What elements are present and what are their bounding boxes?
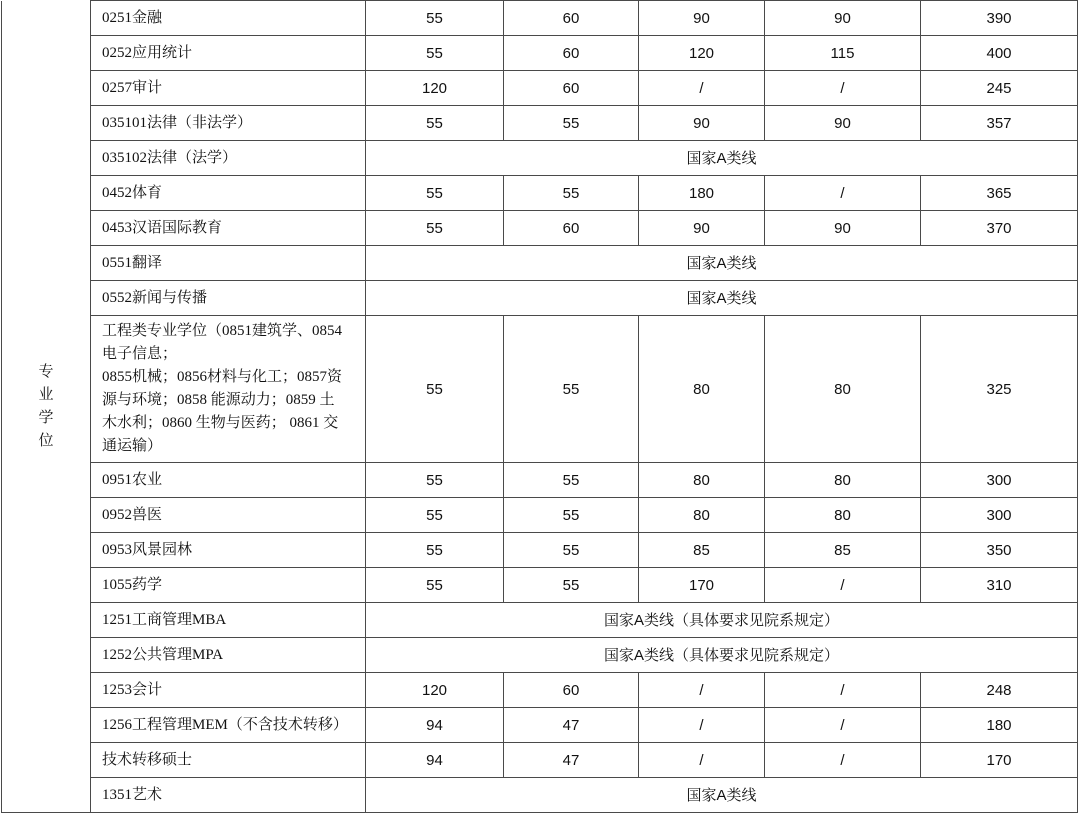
score-cell: 80: [765, 316, 921, 463]
score-cell: 55: [366, 211, 504, 246]
score-table: [1, 0, 1078, 813]
major-line: 源与环境；0858 能源动力；0859 土: [102, 392, 335, 408]
table-row: [2, 71, 1078, 106]
score-cell: 55: [366, 463, 504, 498]
table-row: [2, 141, 1078, 176]
score-cell: 60: [504, 71, 639, 106]
major-cell: 1253会计: [91, 673, 366, 708]
score-cell: 55: [366, 533, 504, 568]
table-row: [2, 463, 1078, 498]
note-cell: 国家A类线: [366, 141, 1078, 176]
score-cell: 60: [504, 1, 639, 36]
major-line: 通运输）: [102, 438, 163, 454]
score-cell: 60: [504, 36, 639, 71]
table-row: [2, 176, 1078, 211]
table-row: [2, 316, 1078, 463]
score-cell: 55: [366, 1, 504, 36]
note-cell: 国家A类线（具体要求见院系规定）: [366, 638, 1078, 673]
total-cell: 310: [921, 568, 1078, 603]
table-row: [2, 568, 1078, 603]
total-cell: 357: [921, 106, 1078, 141]
major-cell: 1252公共管理MPA: [91, 638, 366, 673]
total-cell: 245: [921, 71, 1078, 106]
table-row: [2, 246, 1078, 281]
major-cell: 1256工程管理MEM（不含技术转移）: [91, 708, 366, 743]
major-line: 电子信息；: [102, 346, 178, 362]
major-cell: 0551翻译: [91, 246, 366, 281]
score-cell: 90: [765, 1, 921, 36]
score-cell: 55: [504, 498, 639, 533]
score-cell: 80: [765, 498, 921, 533]
score-cell: /: [639, 71, 765, 106]
major-cell: 0453汉语国际教育: [91, 211, 366, 246]
score-cell: /: [639, 743, 765, 778]
table-row: [2, 708, 1078, 743]
score-cell: 120: [639, 36, 765, 71]
category-cell: [2, 1, 91, 813]
table-row: [2, 498, 1078, 533]
score-cell: 94: [366, 708, 504, 743]
score-cell: 90: [765, 211, 921, 246]
score-cell: 170: [639, 568, 765, 603]
score-cell: 115: [765, 36, 921, 71]
table-row: [2, 36, 1078, 71]
score-cell: 55: [366, 176, 504, 211]
major-cell: 035102法律（法学）: [91, 141, 366, 176]
score-cell: 55: [504, 568, 639, 603]
score-cell: 120: [366, 673, 504, 708]
total-cell: 365: [921, 176, 1078, 211]
score-cell: 85: [765, 533, 921, 568]
score-cell: 80: [639, 498, 765, 533]
major-cell: 0552新闻与传播: [91, 281, 366, 316]
major-cell: 0257审计: [91, 71, 366, 106]
note-cell: 国家A类线: [366, 246, 1078, 281]
major-cell: 技术转移硕士: [91, 743, 366, 778]
score-cell: /: [765, 568, 921, 603]
major-line: 0855机械；0856材料与化工；0857资: [102, 369, 343, 385]
score-cell: 55: [504, 106, 639, 141]
score-cell: /: [765, 743, 921, 778]
score-cell: /: [765, 176, 921, 211]
total-cell: 390: [921, 1, 1078, 36]
note-cell: 国家A类线（具体要求见院系规定）: [366, 603, 1078, 638]
score-cell: 120: [366, 71, 504, 106]
score-cell: /: [639, 708, 765, 743]
major-cell: 1351艺术: [91, 778, 366, 813]
note-cell: 国家A类线: [366, 778, 1078, 813]
major-cell: 0452体育: [91, 176, 366, 211]
score-cell: 55: [366, 316, 504, 463]
score-cell: 90: [765, 106, 921, 141]
total-cell: 300: [921, 463, 1078, 498]
score-cell: 85: [639, 533, 765, 568]
score-cell: 47: [504, 743, 639, 778]
score-cell: 80: [765, 463, 921, 498]
total-cell: 300: [921, 498, 1078, 533]
total-cell: 400: [921, 36, 1078, 71]
score-cell: 55: [366, 106, 504, 141]
table-row: [2, 106, 1078, 141]
total-cell: 180: [921, 708, 1078, 743]
table-row: [2, 1, 1078, 36]
score-cell: 47: [504, 708, 639, 743]
score-cell: 90: [639, 1, 765, 36]
table-row: [2, 673, 1078, 708]
score-cell: 55: [366, 498, 504, 533]
total-cell: 170: [921, 743, 1078, 778]
score-cell: 60: [504, 211, 639, 246]
total-cell: 248: [921, 673, 1078, 708]
score-cell: 60: [504, 673, 639, 708]
major-cell: 0252应用统计: [91, 36, 366, 71]
score-cell: /: [765, 71, 921, 106]
score-cell: 94: [366, 743, 504, 778]
table-row: [2, 638, 1078, 673]
major-cell: 0952兽医: [91, 498, 366, 533]
score-cell: 180: [639, 176, 765, 211]
total-cell: 325: [921, 316, 1078, 463]
score-cell: 80: [639, 463, 765, 498]
table-row: [2, 281, 1078, 316]
score-cell: 55: [366, 568, 504, 603]
major-cell: 1055药学: [91, 568, 366, 603]
score-cell: 55: [504, 533, 639, 568]
major-cell: 035101法律（非法学）: [91, 106, 366, 141]
major-cell: 0251金融: [91, 1, 366, 36]
table-row: [2, 533, 1078, 568]
table-row: [2, 743, 1078, 778]
score-cell: 80: [639, 316, 765, 463]
score-cell: 90: [639, 106, 765, 141]
score-cell: 55: [504, 176, 639, 211]
score-cell: /: [639, 673, 765, 708]
score-cell: /: [765, 673, 921, 708]
major-line: 工程类专业学位（0851建筑学、0854: [102, 323, 343, 339]
score-cell: 90: [639, 211, 765, 246]
major-cell: 1251工商管理MBA: [91, 603, 366, 638]
score-cell: /: [765, 708, 921, 743]
table-row: [2, 211, 1078, 246]
category-label: 专业学位: [38, 363, 54, 450]
table-row: [2, 778, 1078, 813]
note-cell: 国家A类线: [366, 281, 1078, 316]
score-cell: 55: [504, 316, 639, 463]
major-line: 木水利；0860 生物与医药； 0861 交: [102, 415, 339, 431]
score-cell: 55: [366, 36, 504, 71]
major-cell: 0951农业: [91, 463, 366, 498]
total-cell: 350: [921, 533, 1078, 568]
major-cell: 0953风景园林: [91, 533, 366, 568]
major-cell: [91, 316, 366, 463]
table-row: [2, 603, 1078, 638]
score-cell: 55: [504, 463, 639, 498]
total-cell: 370: [921, 211, 1078, 246]
